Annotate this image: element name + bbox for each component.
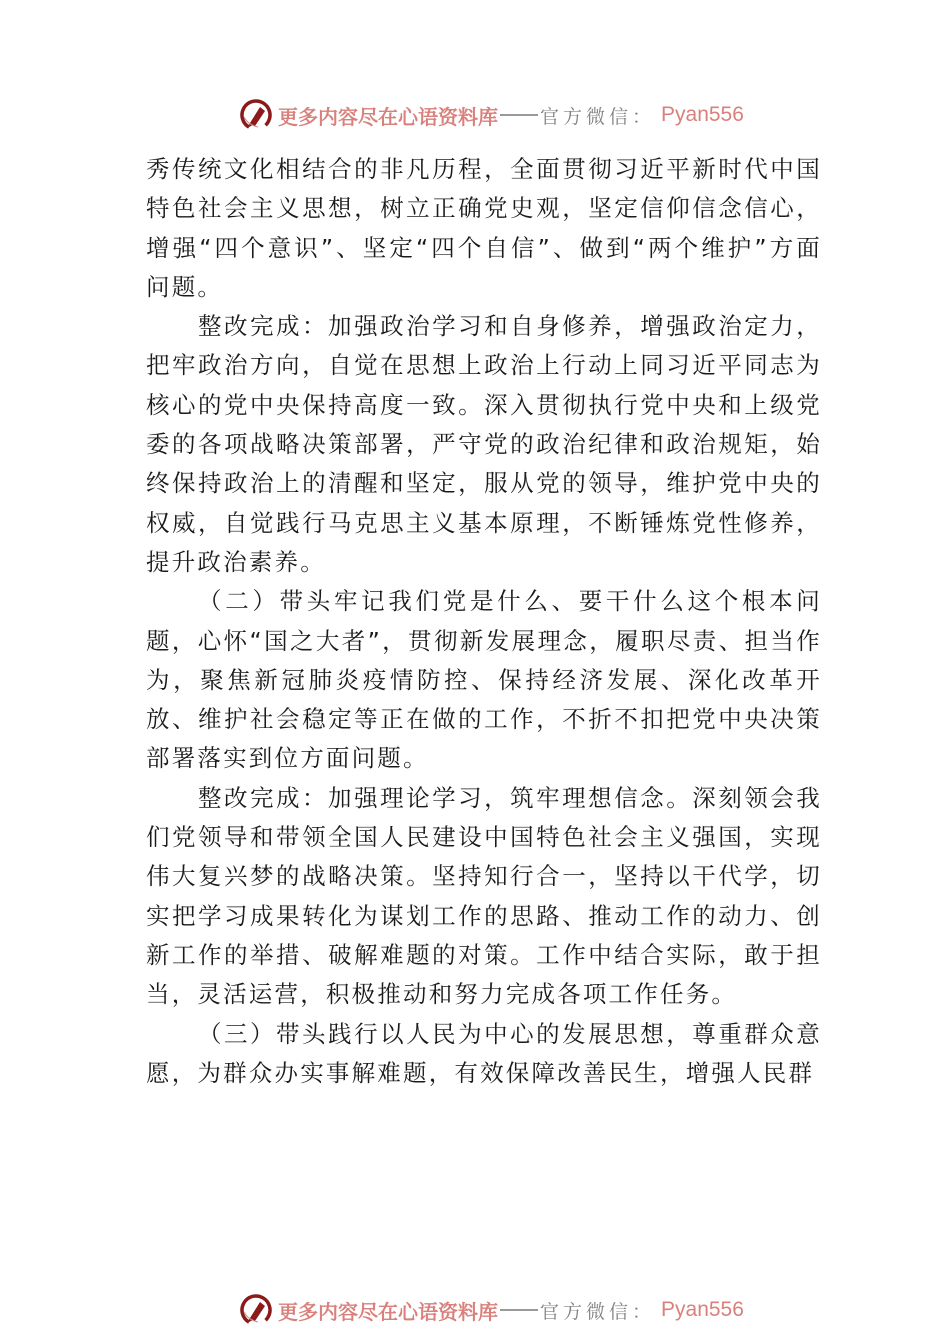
paragraph-rectification-2: 整改完成：加强理论学习，筑牢理想信念。深刻领会我们党领导和带领全国人民建设中国特色社会主义强国，实现伟大复兴梦的战略决策。坚持知行合一，坚持以干代学，切实把学习成果转化为谋划工作的思路、推动工作的动力、创新工作的举措、破解难题的对策。工作中结合实际，敢于担当，灵活运营，积极推动和努力完成各项工作任务。	[146, 783, 822, 1009]
footer-watermark	[238, 1290, 744, 1330]
watermark-wechat-label: 官方微信：	[540, 1300, 656, 1323]
paragraph-continuation: 秀传统文化相结合的非凡历程，全面贯彻习近平新时代中国特色社会主义思想，树立正确党史观，坚定信仰信念信心， 增强“四个意识”、坚定“四个自信”、做到“两个维护”方面问题。	[146, 155, 822, 301]
paragraph-rectification-1: 整改完成：加强政治学习和自身修养，增强政治定力，把牢政治方向，自觉在思想上政治上行动上同习近平同志为核心的党中央保持高度一致。深入贯彻执行党中央和上级党委的各项战略决策部署，严守党的政治纪律和政治规矩，始终保持政治上的清醒和坚定，服从党的领导，维护党中央的权威，自觉践行马克思主义基本原理，不断锤炼党性修养， 提升政治素养。	[146, 312, 822, 576]
pen-nib-logo-icon	[238, 97, 274, 133]
watermark-dash	[500, 114, 538, 116]
document-body	[146, 150, 822, 1093]
pen-nib-logo-icon	[238, 1292, 274, 1328]
watermark-wechat-label: 官方微信：	[540, 105, 656, 128]
watermark-library-text: 更多内容尽在心语资料库	[278, 1299, 498, 1324]
paragraph-issue-2: （二）带头牢记我们党是什么、要干什么这个根本问题，心怀“国之大者”，贯彻新发展理念，履职尽责、担当作为，聚焦新冠肺炎疫情防控、保持经济发展、深化改革开放、维护社会稳定等正在做的工作，不折不扣把党中央决策部署落实到位方面问题。	[146, 587, 822, 773]
watermark-wechat-id: Pyan556	[661, 1298, 744, 1321]
paragraph-issue-3: （三）带头践行以人民为中心的发展思想，尊重群众意愿，为群众办实事解难题，有效保障改善民生，增强人民群	[146, 1019, 822, 1087]
header-watermark	[238, 95, 744, 135]
watermark-library-text: 更多内容尽在心语资料库	[278, 104, 498, 129]
watermark-dash	[500, 1309, 538, 1311]
watermark-wechat-id: Pyan556	[661, 103, 744, 126]
